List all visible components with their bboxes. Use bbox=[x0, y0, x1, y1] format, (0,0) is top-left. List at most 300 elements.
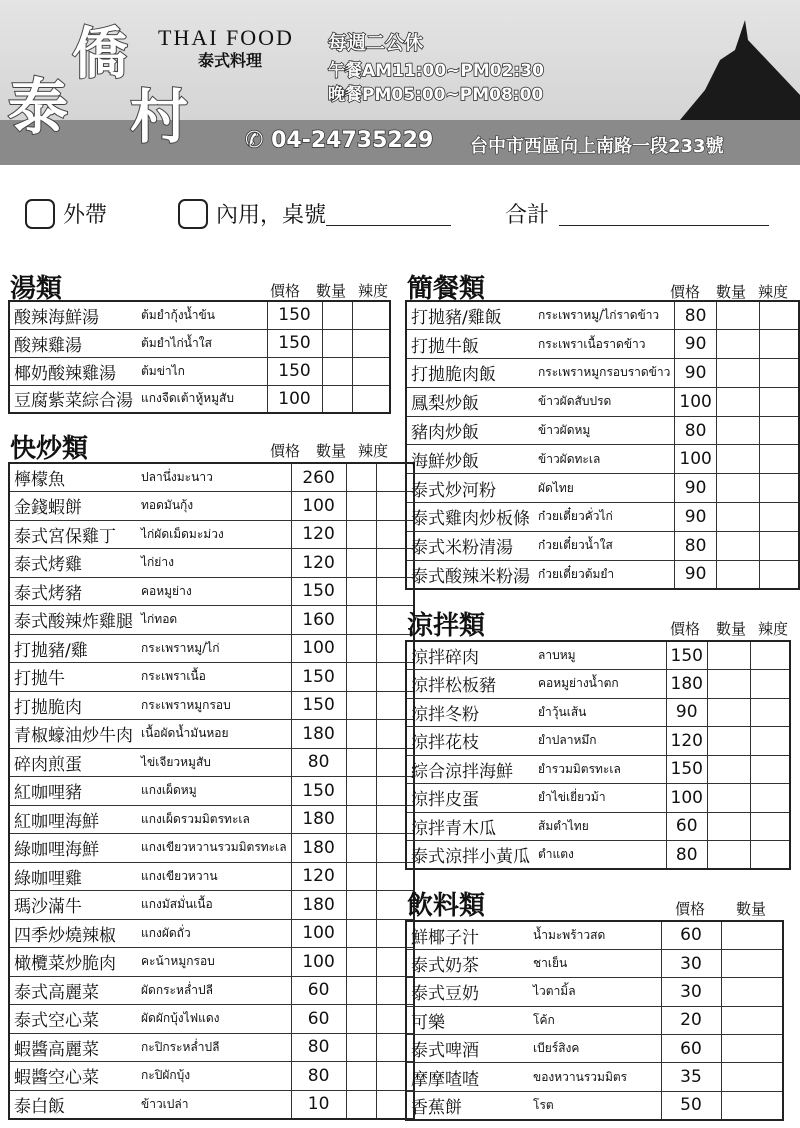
item-price: 60 bbox=[666, 812, 707, 841]
logo: 泰 bbox=[8, 73, 68, 143]
quantity-cell[interactable] bbox=[346, 577, 376, 606]
item-name: 鳳梨炒飯 bbox=[406, 387, 534, 416]
item-thai-name: ไก่ผัดเม็ดมะม่วง bbox=[137, 520, 291, 549]
item-thai-name: เบียร์สิงค bbox=[529, 1035, 661, 1063]
menu-item-row bbox=[9, 329, 390, 357]
item-price: 150 bbox=[291, 777, 346, 806]
item-thai-name: ผัดไทย bbox=[534, 474, 675, 503]
item-thai-name: กระเพราหมูกรอบ bbox=[137, 691, 291, 720]
menu-item-row bbox=[406, 1006, 783, 1034]
menu-item-row bbox=[406, 670, 790, 699]
item-thai-name: คอหมูย่างน้ำตก bbox=[534, 670, 666, 699]
item-price: 90 bbox=[675, 560, 716, 589]
section-title-salad: 涼拌類 bbox=[407, 611, 486, 641]
takeout-label: 外帶 bbox=[63, 203, 108, 228]
menu-item-row bbox=[406, 1063, 783, 1091]
item-name: 泰白飯 bbox=[9, 1090, 137, 1119]
item-thai-name: ไวตามิ้ล bbox=[529, 978, 661, 1006]
item-name: 打拋牛飯 bbox=[406, 330, 534, 359]
menu-item-row bbox=[406, 531, 799, 560]
quantity-cell[interactable] bbox=[716, 474, 759, 503]
quantity-cell[interactable] bbox=[322, 301, 352, 329]
item-thai-name: ข้าวเปล่า bbox=[137, 1090, 291, 1119]
item-thai-name: ชาเย็น bbox=[529, 949, 661, 977]
item-name: 打拋脆肉 bbox=[9, 691, 137, 720]
spicy-level-cell[interactable] bbox=[750, 641, 790, 670]
item-name: 泰式啤酒 bbox=[406, 1035, 529, 1063]
menu-item-row bbox=[9, 577, 414, 606]
quantity-cell[interactable] bbox=[346, 948, 376, 977]
menu-item-row bbox=[9, 549, 414, 578]
menu-item-row bbox=[406, 784, 790, 813]
quantity-cell[interactable] bbox=[721, 1091, 783, 1119]
menu-item-row bbox=[9, 357, 390, 385]
column-header-price: 價格 bbox=[674, 900, 705, 918]
item-price: 150 bbox=[267, 301, 322, 329]
item-thai-name: แกงจืดเต้าหู้หมูสับ bbox=[137, 385, 267, 413]
spicy-level-cell[interactable] bbox=[750, 784, 790, 813]
item-name: 瑪沙滿牛 bbox=[9, 891, 137, 920]
item-price: 60 bbox=[661, 1035, 721, 1063]
dine-in-option[interactable] bbox=[178, 198, 451, 229]
item-thai-name: ข้าวผัดสับปรด bbox=[534, 387, 675, 416]
quantity-cell[interactable] bbox=[721, 949, 783, 977]
item-thai-name: ก๋วยเตี๋ยวน้ำใส bbox=[534, 531, 675, 560]
quantity-cell[interactable] bbox=[346, 691, 376, 720]
item-thai-name: กระเพราหมู/ไก่ราดข้าว bbox=[534, 301, 675, 330]
item-price: 100 bbox=[291, 919, 346, 948]
item-thai-name: แกงเผ็ดหมู bbox=[137, 777, 291, 806]
quantity-cell[interactable] bbox=[716, 301, 759, 330]
item-thai-name: กระเพราเนื้อ bbox=[137, 663, 291, 692]
quantity-cell[interactable] bbox=[322, 385, 352, 413]
column-headers bbox=[260, 440, 394, 461]
dine-in-label: 內用，桌號 bbox=[216, 203, 327, 228]
spicy-level-cell[interactable] bbox=[759, 330, 799, 359]
item-thai-name: ผัดกระหล่ำปลี bbox=[137, 976, 291, 1005]
spicy-level-cell[interactable] bbox=[750, 812, 790, 841]
quantity-cell[interactable] bbox=[346, 663, 376, 692]
item-thai-name: คะน้าหมูกรอบ bbox=[137, 948, 291, 977]
quantity-cell[interactable] bbox=[721, 1063, 783, 1091]
menu-item-row bbox=[9, 1090, 414, 1119]
item-price: 80 bbox=[675, 416, 716, 445]
spicy-level-cell[interactable] bbox=[352, 385, 390, 413]
quantity-cell[interactable] bbox=[346, 492, 376, 521]
item-price: 90 bbox=[675, 474, 716, 503]
quantity-cell[interactable] bbox=[721, 1006, 783, 1034]
item-name: 涼拌碎肉 bbox=[406, 641, 534, 670]
quantity-cell[interactable] bbox=[346, 891, 376, 920]
item-thai-name: ลาบหมู bbox=[534, 641, 666, 670]
item-thai-name: ปลานึ่งมะนาว bbox=[137, 463, 291, 492]
item-name: 泰式酸辣炸雞腿 bbox=[9, 606, 137, 635]
menu-item-row bbox=[9, 663, 414, 692]
lunch-hours: 午餐AM11:00~PM02:30 bbox=[328, 61, 544, 81]
item-thai-name: ผัดผักบุ้งไฟแดง bbox=[137, 1005, 291, 1034]
quantity-cell[interactable] bbox=[721, 921, 783, 949]
address: 台中市西區向上南路一段233號 bbox=[470, 136, 724, 157]
item-thai-name: ข้าวผัดทะเล bbox=[534, 445, 675, 474]
dine-in-checkbox[interactable] bbox=[178, 199, 208, 229]
spicy-level-cell[interactable] bbox=[750, 670, 790, 699]
quantity-cell[interactable] bbox=[721, 1035, 783, 1063]
menu-table-stirfry bbox=[8, 462, 415, 1120]
item-name: 香蕉餅 bbox=[406, 1091, 529, 1119]
menu-item-row bbox=[406, 978, 783, 1006]
quantity-cell[interactable] bbox=[346, 520, 376, 549]
item-name: 泰式宮保雞丁 bbox=[9, 520, 137, 549]
quantity-cell[interactable] bbox=[346, 805, 376, 834]
quantity-cell[interactable] bbox=[322, 357, 352, 385]
item-price: 80 bbox=[291, 1062, 346, 1091]
item-name: 泰式涼拌小黃瓜 bbox=[406, 841, 534, 870]
quantity-cell[interactable] bbox=[346, 1033, 376, 1062]
item-price: 150 bbox=[291, 663, 346, 692]
quantity-cell[interactable] bbox=[707, 641, 750, 670]
item-name: 豆腐紫菜綜合湯 bbox=[9, 385, 137, 413]
item-thai-name: ต้มยำกุ้งน้ำข้น bbox=[137, 301, 267, 329]
item-price: 90 bbox=[675, 503, 716, 532]
quantity-cell[interactable] bbox=[322, 329, 352, 357]
menu-item-row bbox=[9, 1033, 414, 1062]
spicy-level-cell[interactable] bbox=[750, 698, 790, 727]
menu-item-row bbox=[406, 1091, 783, 1119]
item-thai-name: แกงเผ็ดรวมมิตรทะเล bbox=[137, 805, 291, 834]
column-header-price: 價格 bbox=[269, 282, 300, 300]
item-name: 綠咖哩海鮮 bbox=[9, 834, 137, 863]
quantity-cell[interactable] bbox=[346, 549, 376, 578]
menu-item-row bbox=[9, 777, 414, 806]
item-price: 100 bbox=[666, 784, 707, 813]
quantity-cell[interactable] bbox=[707, 670, 750, 699]
menu-item-row bbox=[9, 492, 414, 521]
item-thai-name: ยำรวมมิตรทะเล bbox=[534, 755, 666, 784]
menu-item-row bbox=[9, 948, 414, 977]
item-price: 100 bbox=[675, 445, 716, 474]
item-price: 50 bbox=[661, 1091, 721, 1119]
item-price: 90 bbox=[675, 330, 716, 359]
item-price: 180 bbox=[291, 834, 346, 863]
item-thai-name: กระเพราเนื้อราดข้าว bbox=[534, 330, 675, 359]
menu-item-row bbox=[9, 1005, 414, 1034]
quantity-cell[interactable] bbox=[716, 445, 759, 474]
item-thai-name: แกงมัสมั่นเนื้อ bbox=[137, 891, 291, 920]
quantity-cell[interactable] bbox=[716, 531, 759, 560]
item-thai-name: ยำวุ้นเส้น bbox=[534, 698, 666, 727]
quantity-cell[interactable] bbox=[346, 834, 376, 863]
dinner-hours: 晚餐PM05:00~PM08:00 bbox=[328, 85, 544, 105]
quantity-cell[interactable] bbox=[707, 727, 750, 756]
column-headers bbox=[660, 898, 782, 919]
spicy-level-cell[interactable] bbox=[352, 301, 390, 329]
item-price: 180 bbox=[666, 670, 707, 699]
item-name: 椰奶酸辣雞湯 bbox=[9, 357, 137, 385]
column-header-price: 價格 bbox=[669, 620, 700, 638]
item-thai-name: โค้ก bbox=[529, 1006, 661, 1034]
item-thai-name: ทอดมันกุ้ง bbox=[137, 492, 291, 521]
subtitle: 泰式料理 bbox=[198, 51, 263, 70]
item-name: 泰式烤雞 bbox=[9, 549, 137, 578]
menu-item-row bbox=[406, 949, 783, 977]
item-thai-name: กะปิกระหล่ำปลี bbox=[137, 1033, 291, 1062]
item-name: 泰式高麗菜 bbox=[9, 976, 137, 1005]
item-thai-name: คอหมูย่าง bbox=[137, 577, 291, 606]
quantity-cell[interactable] bbox=[346, 748, 376, 777]
item-name: 泰式雞肉炒板條 bbox=[406, 503, 534, 532]
quantity-cell[interactable] bbox=[707, 698, 750, 727]
quantity-cell[interactable] bbox=[346, 976, 376, 1005]
item-price: 90 bbox=[666, 698, 707, 727]
item-name: 豬肉炒飯 bbox=[406, 416, 534, 445]
spicy-level-cell[interactable] bbox=[759, 503, 799, 532]
menu-item-row bbox=[9, 385, 390, 413]
column-header-qty: 數量 bbox=[735, 900, 766, 918]
quantity-cell[interactable] bbox=[716, 416, 759, 445]
quantity-cell[interactable] bbox=[346, 1090, 376, 1119]
menu-item-row bbox=[9, 606, 414, 635]
quantity-cell[interactable] bbox=[716, 503, 759, 532]
spicy-level-cell[interactable] bbox=[759, 387, 799, 416]
item-price: 30 bbox=[661, 949, 721, 977]
quantity-cell[interactable] bbox=[716, 330, 759, 359]
quantity-cell[interactable] bbox=[346, 720, 376, 749]
closed-day: 每週二公休 bbox=[328, 32, 424, 54]
menu-table-meals bbox=[405, 300, 800, 590]
spicy-level-cell[interactable] bbox=[759, 531, 799, 560]
section-title-meals: 簡餐類 bbox=[407, 274, 486, 304]
item-name: 酸辣海鮮湯 bbox=[9, 301, 137, 329]
menu-item-row bbox=[406, 560, 799, 589]
item-name: 檸檬魚 bbox=[9, 463, 137, 492]
spicy-level-cell[interactable] bbox=[759, 445, 799, 474]
item-price: 100 bbox=[291, 948, 346, 977]
item-thai-name: กระเพราหมูกรอบราดข้าว bbox=[534, 359, 675, 388]
spicy-level-cell[interactable] bbox=[750, 755, 790, 784]
item-name: 鮮椰子汁 bbox=[406, 921, 529, 949]
logo: 村 bbox=[130, 83, 189, 151]
item-thai-name: ยำปลาหมึก bbox=[534, 727, 666, 756]
spicy-level-cell[interactable] bbox=[759, 416, 799, 445]
item-thai-name: ต้มยำไก่น้ำใส bbox=[137, 329, 267, 357]
item-thai-name: ข้าวผัดหมู bbox=[534, 416, 675, 445]
item-thai-name: กะปิผักบุ้ง bbox=[137, 1062, 291, 1091]
menu-item-row bbox=[9, 891, 414, 920]
menu-item-row bbox=[406, 301, 799, 330]
logo: 僑 bbox=[72, 21, 128, 87]
item-price: 150 bbox=[666, 755, 707, 784]
spicy-level-cell[interactable] bbox=[750, 841, 790, 870]
item-price: 30 bbox=[661, 978, 721, 1006]
item-price: 100 bbox=[291, 634, 346, 663]
item-name: 四季炒燒辣椒 bbox=[9, 919, 137, 948]
item-thai-name: ไก่ย่าง bbox=[137, 549, 291, 578]
quantity-cell[interactable] bbox=[346, 1062, 376, 1091]
item-name: 涼拌花枝 bbox=[406, 727, 534, 756]
item-price: 100 bbox=[675, 387, 716, 416]
quantity-cell[interactable] bbox=[346, 919, 376, 948]
item-name: 涼拌冬粉 bbox=[406, 698, 534, 727]
item-name: 泰式酸辣米粉湯 bbox=[406, 560, 534, 589]
item-price: 150 bbox=[267, 329, 322, 357]
item-price: 180 bbox=[291, 891, 346, 920]
item-price: 160 bbox=[291, 606, 346, 635]
item-thai-name: ส้มตำไทย bbox=[534, 812, 666, 841]
item-thai-name: น้ำมะพร้าวสด bbox=[529, 921, 661, 949]
spicy-level-cell[interactable] bbox=[352, 329, 390, 357]
column-header-spicy: 辣度 bbox=[357, 282, 388, 300]
item-name: 打拋牛 bbox=[9, 663, 137, 692]
item-price: 80 bbox=[666, 841, 707, 870]
item-name: 打拋豬/雞 bbox=[9, 634, 137, 663]
menu-table-drinks bbox=[405, 920, 784, 1121]
item-price: 120 bbox=[666, 727, 707, 756]
item-name: 泰式奶茶 bbox=[406, 949, 529, 977]
quantity-cell[interactable] bbox=[346, 1005, 376, 1034]
thai-food-label: THAI FOOD bbox=[158, 25, 294, 50]
item-name: 綠咖哩雞 bbox=[9, 862, 137, 891]
item-thai-name: ก๋วยเตี๋ยวต้มยำ bbox=[534, 560, 675, 589]
quantity-cell[interactable] bbox=[707, 755, 750, 784]
quantity-cell[interactable] bbox=[707, 841, 750, 870]
total-input[interactable] bbox=[559, 202, 769, 226]
item-price: 80 bbox=[291, 1033, 346, 1062]
item-price: 60 bbox=[661, 921, 721, 949]
column-header-spicy: 辣度 bbox=[357, 442, 388, 460]
item-name: 碎肉煎蛋 bbox=[9, 748, 137, 777]
header-banner bbox=[0, 0, 800, 165]
item-price: 180 bbox=[291, 720, 346, 749]
item-price: 180 bbox=[291, 805, 346, 834]
quantity-cell[interactable] bbox=[716, 387, 759, 416]
column-headers bbox=[660, 281, 794, 302]
item-name: 紅咖哩海鮮 bbox=[9, 805, 137, 834]
quantity-cell[interactable] bbox=[716, 359, 759, 388]
item-name: 橄欖菜炒脆肉 bbox=[9, 948, 137, 977]
menu-item-row bbox=[406, 416, 799, 445]
menu-item-row bbox=[406, 330, 799, 359]
takeout-checkbox[interactable] bbox=[25, 199, 55, 229]
menu-item-row bbox=[406, 921, 783, 949]
menu-item-row bbox=[9, 520, 414, 549]
item-name: 泰式米粉清湯 bbox=[406, 531, 534, 560]
item-name: 金錢蝦餅 bbox=[9, 492, 137, 521]
table-number-field[interactable] bbox=[326, 202, 451, 226]
menu-item-row bbox=[406, 503, 799, 532]
item-thai-name: ไก่ทอด bbox=[137, 606, 291, 635]
item-thai-name: ต้มข่าไก bbox=[137, 357, 267, 385]
item-thai-name: กระเพราหมู/ไก่ bbox=[137, 634, 291, 663]
spicy-level-cell[interactable] bbox=[352, 357, 390, 385]
item-price: 35 bbox=[661, 1063, 721, 1091]
menu-item-row bbox=[9, 919, 414, 948]
takeout-option[interactable] bbox=[25, 198, 107, 229]
item-name: 酸辣雞湯 bbox=[9, 329, 137, 357]
phone-number: ✆ 04-24735229 bbox=[245, 128, 434, 153]
item-name: 泰式豆奶 bbox=[406, 978, 529, 1006]
item-price: 120 bbox=[291, 520, 346, 549]
item-name: 打拋脆肉飯 bbox=[406, 359, 534, 388]
column-header-qty: 數量 bbox=[315, 282, 346, 300]
item-thai-name: เนื้อผัดน้ำมันหอย bbox=[137, 720, 291, 749]
quantity-cell[interactable] bbox=[707, 812, 750, 841]
spicy-level-cell[interactable] bbox=[750, 727, 790, 756]
column-header-spicy: 辣度 bbox=[757, 283, 788, 301]
item-name: 紅咖哩豬 bbox=[9, 777, 137, 806]
quantity-cell[interactable] bbox=[346, 634, 376, 663]
menu-item-row bbox=[406, 727, 790, 756]
menu-item-row bbox=[9, 976, 414, 1005]
spicy-level-cell[interactable] bbox=[759, 301, 799, 330]
item-price: 150 bbox=[267, 357, 322, 385]
item-name: 涼拌松板豬 bbox=[406, 670, 534, 699]
temple-roof-icon bbox=[660, 20, 800, 120]
section-title-stirfry: 快炒類 bbox=[10, 434, 89, 464]
item-thai-name: แกงเขียวหวาน bbox=[137, 862, 291, 891]
quantity-cell[interactable] bbox=[721, 978, 783, 1006]
menu-item-row bbox=[9, 463, 414, 492]
item-thai-name: ไข่เจียวหมูสับ bbox=[137, 748, 291, 777]
menu-item-row bbox=[406, 387, 799, 416]
menu-item-row bbox=[406, 445, 799, 474]
menu-item-row bbox=[406, 641, 790, 670]
item-price: 20 bbox=[661, 1006, 721, 1034]
item-name: 泰式空心菜 bbox=[9, 1005, 137, 1034]
quantity-cell[interactable] bbox=[346, 606, 376, 635]
item-price: 260 bbox=[291, 463, 346, 492]
column-header-price: 價格 bbox=[669, 283, 700, 301]
menu-item-row bbox=[406, 474, 799, 503]
quantity-cell[interactable] bbox=[346, 862, 376, 891]
item-price: 120 bbox=[291, 549, 346, 578]
total-label: 合計 bbox=[505, 203, 550, 228]
item-price: 150 bbox=[291, 577, 346, 606]
spicy-level-cell[interactable] bbox=[759, 560, 799, 589]
item-name: 可樂 bbox=[406, 1006, 529, 1034]
spicy-level-cell[interactable] bbox=[759, 359, 799, 388]
quantity-cell[interactable] bbox=[716, 560, 759, 589]
item-name: 泰式烤豬 bbox=[9, 577, 137, 606]
item-thai-name: ยำไข่เยี่ยวม้า bbox=[534, 784, 666, 813]
menu-item-row bbox=[406, 841, 790, 870]
item-price: 120 bbox=[291, 862, 346, 891]
column-header-qty: 數量 bbox=[715, 283, 746, 301]
item-thai-name: ของหวานรวมมิตร bbox=[529, 1063, 661, 1091]
menu-item-row bbox=[9, 862, 414, 891]
menu-item-row bbox=[406, 698, 790, 727]
item-price: 90 bbox=[675, 359, 716, 388]
spicy-level-cell[interactable] bbox=[759, 474, 799, 503]
item-name: 綜合涼拌海鮮 bbox=[406, 755, 534, 784]
menu-item-row bbox=[406, 1035, 783, 1063]
item-price: 150 bbox=[666, 641, 707, 670]
quantity-cell[interactable] bbox=[707, 784, 750, 813]
item-name: 蝦醬高麗菜 bbox=[9, 1033, 137, 1062]
quantity-cell[interactable] bbox=[346, 463, 376, 492]
quantity-cell[interactable] bbox=[346, 777, 376, 806]
item-name: 海鮮炒飯 bbox=[406, 445, 534, 474]
item-name: 打拋豬/雞飯 bbox=[406, 301, 534, 330]
item-price: 60 bbox=[291, 1005, 346, 1034]
item-price: 150 bbox=[291, 691, 346, 720]
item-price: 80 bbox=[675, 531, 716, 560]
item-price: 10 bbox=[291, 1090, 346, 1119]
menu-item-row bbox=[9, 634, 414, 663]
menu-item-row bbox=[9, 691, 414, 720]
item-thai-name: แกงผัดถั่ว bbox=[137, 919, 291, 948]
item-price: 80 bbox=[675, 301, 716, 330]
column-header-price: 價格 bbox=[269, 442, 300, 460]
